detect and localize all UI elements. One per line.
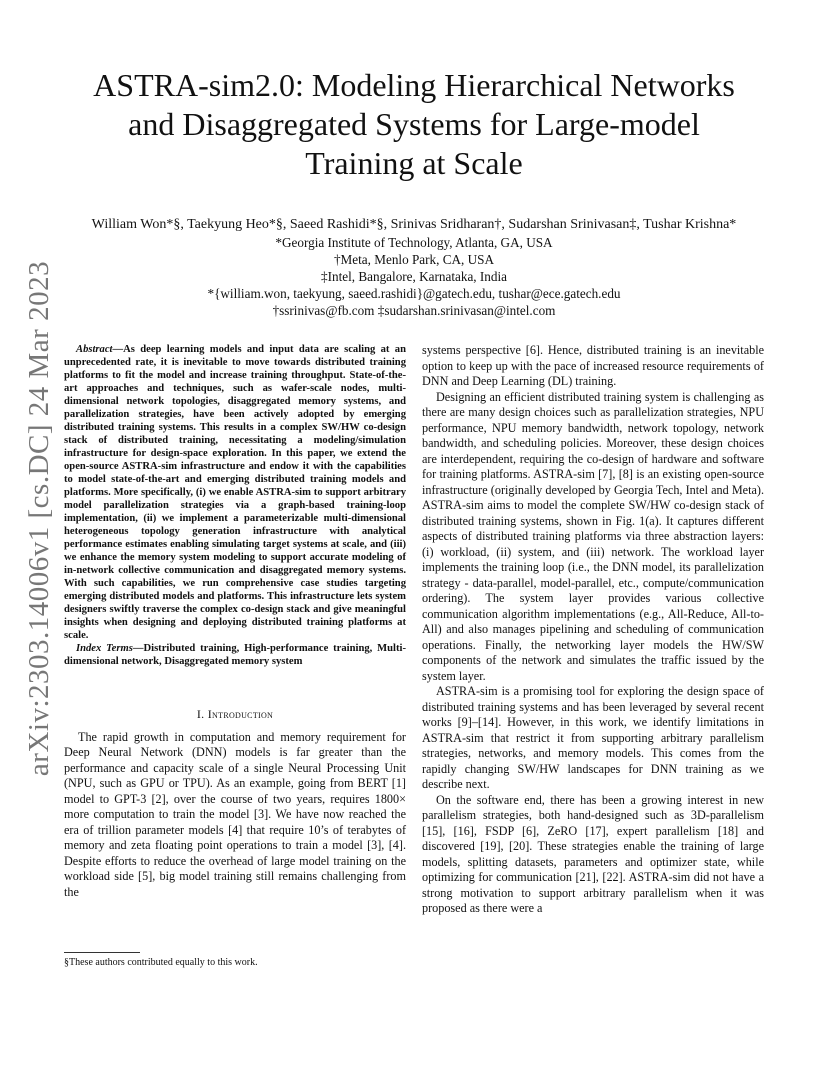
footnote: §These authors contributed equally to this work.	[64, 957, 258, 968]
intro-paragraph-1: The rapid growth in computation and memory requirement for Deep Neural Network (DNN) models is far greater than the performance and capacity scale of a single Neural Processing Unit (NPU, such as GPU or TPU). As an example, going from BERT [1] model to GPT-3 [2], over the course of two years, requires 1800× more computation to train the model [3]. We have now reached the era of trillion parameter models [4] that require 10’s of terabytes of memory and zeta floating point operations to train a model [3], [4]. Despite efforts to reduce the overhead of large model training on the workload side [5], big model training still remains challenging from the	[64, 729, 406, 899]
index-terms-label: Index Terms	[76, 643, 133, 654]
title-line-1: ASTRA-sim2.0: Modeling Hierarchical Networks	[93, 67, 735, 103]
index-terms-text: —Distributed training, High-performance training, Multi-dimensional network, Disaggregated memory system	[64, 643, 406, 667]
title-line-2: and Disaggregated Systems for Large-model	[128, 106, 700, 142]
title-line-3: Training at Scale	[305, 145, 523, 181]
author-names: William Won*§, Taekyung Heo*§, Saeed Rashidi*§, Srinivas Sridharan†, Sudarshan Srinivasan‡, Tushar Krishna*	[91, 217, 737, 232]
footnote-divider	[64, 952, 140, 953]
author-emails-1: *{william.won, taekyung, saeed.rashidi}@gatech.edu, tushar@ece.gatech.edu	[207, 286, 621, 301]
arxiv-stamp-text: arXiv:2303.14006v1 [cs.DC] 24 Mar 2023	[23, 260, 56, 776]
index-terms	[64, 642, 406, 668]
affiliation-intel: ‡Intel, Bangalore, Karnataka, India	[320, 269, 507, 284]
author-emails-2: †ssrinivas@fb.com ‡sudarshan.srinivasan@intel.com	[272, 303, 556, 318]
abstract-label: Abstract	[76, 344, 113, 355]
right-column	[422, 343, 764, 917]
abstract	[64, 343, 406, 642]
right-paragraph-3: On the software end, there has been a growing interest in new parallelism strategies, both hand-designed such as 3D-parallelism [15], [16], FSDP [6], ZeRO [17], expert parallelism [18] and discovered [19], [20]. These strategies enable the training of large models, splitting datasets, parameters and optimizer state, while optimizing for communication [21], [22]. ASTRA-sim did not have a strong motivation to support arbitrary parallelism when it was proposed as there were a	[422, 792, 764, 915]
section-heading-introduction: I. Introduction	[196, 707, 274, 721]
affiliation-georgia-tech: *Georgia Institute of Technology, Atlanta, GA, USA	[275, 235, 553, 250]
author-block	[60, 216, 768, 319]
abstract-text: —As deep learning models and input data are scaling at an unprecedented rate, it is inevitable to move towards distributed training platforms to fit the model and increase training throughput. State-of-the-art approaches and techniques, such as wafer-scale nodes, multi-dimensional network topologies, disaggregated memory systems, and parallelization strategies, have been actively adopted by emerging distributed training systems. This results in a complex SW/HW co-design stack of distributed training, necessitating a modeling/simulation infrastructure for design-space exploration. In this paper, we extend the open-source ASTRA-sim infrastructure and endow it with the capabilities to model state-of-the-art and emerging distributed training models and platforms. More specifically, (i) we enable ASTRA-sim to support arbitrary model parallelization strategies via a graph-based training-loop implementation, (ii) we implement a parameterizable multi-dimensional heterogeneous topology generation infrastructure with analytical performance estimates enabling simulating target systems at scale, and (iii) we enhance the memory system modeling to support accurate modeling of in-network collective communication and disaggregated memory systems. With such capabilities, we run comprehensive case studies targeting emerging distributed models and platforms. This infrastructure lets system designers swiftly traverse the complex co-design stack and give meaningful insights when designing and deploying distributed training platforms at scale.	[64, 344, 406, 641]
left-column	[64, 343, 406, 900]
arxiv-identifier-stamp	[22, 260, 58, 776]
right-paragraph-2: ASTRA-sim is a promising tool for exploring the design space of distributed training systems and has been leveraged by several recent works [9]–[14]. However, in this work, we identify limitations in ASTRA-sim that restrict it from supporting arbitrary parallelism strategies, networks, and memory models. This comes from the rapidly changing SW/HW landscapes for DNN training as we describe next.	[422, 684, 764, 791]
paper-title	[60, 66, 768, 183]
affiliation-meta: †Meta, Menlo Park, CA, USA	[333, 252, 495, 267]
right-paragraph-1: Designing an efficient distributed training system is challenging as there are many design choices such as parallelization strategies, NPU performance, NPU memory bandwidth, network topology, network bandwidth, and scheduling policies. Moreover, these design choices are interdependent, requiring the co-design of hardware and software for training platforms. ASTRA-sim [7], [8] is an existing open-source infrastructure (originally developed by Georgia Tech, Intel and Meta). ASTRA-sim aims to model the complete SW/HW co-design stack of distributed training systems, shown in Fig. 1(a). It captures different aspects of distributed training platforms via three abstraction layers: (i) workload, (ii) system, and (iii) network. The workload layer implements the training loop (i.e., the DNN model, its parallelization strategy - data-parallel, model-parallel, etc., compute/communication ordering). The system layer provides various collective communication algorithm implementations (e.g., All-Reduce, All-to-All) and also manages pipelining and scheduling of communication operations. Finally, the networking layer models the HW/SW components of the network and simulates the traffic issued by the system layer.	[422, 389, 764, 683]
right-paragraph-0: systems perspective [6]. Hence, distributed training is an inevitable option to keep up with the pace of increased resource requirements of DNN and Deep Learning (DL) training.	[422, 343, 764, 388]
